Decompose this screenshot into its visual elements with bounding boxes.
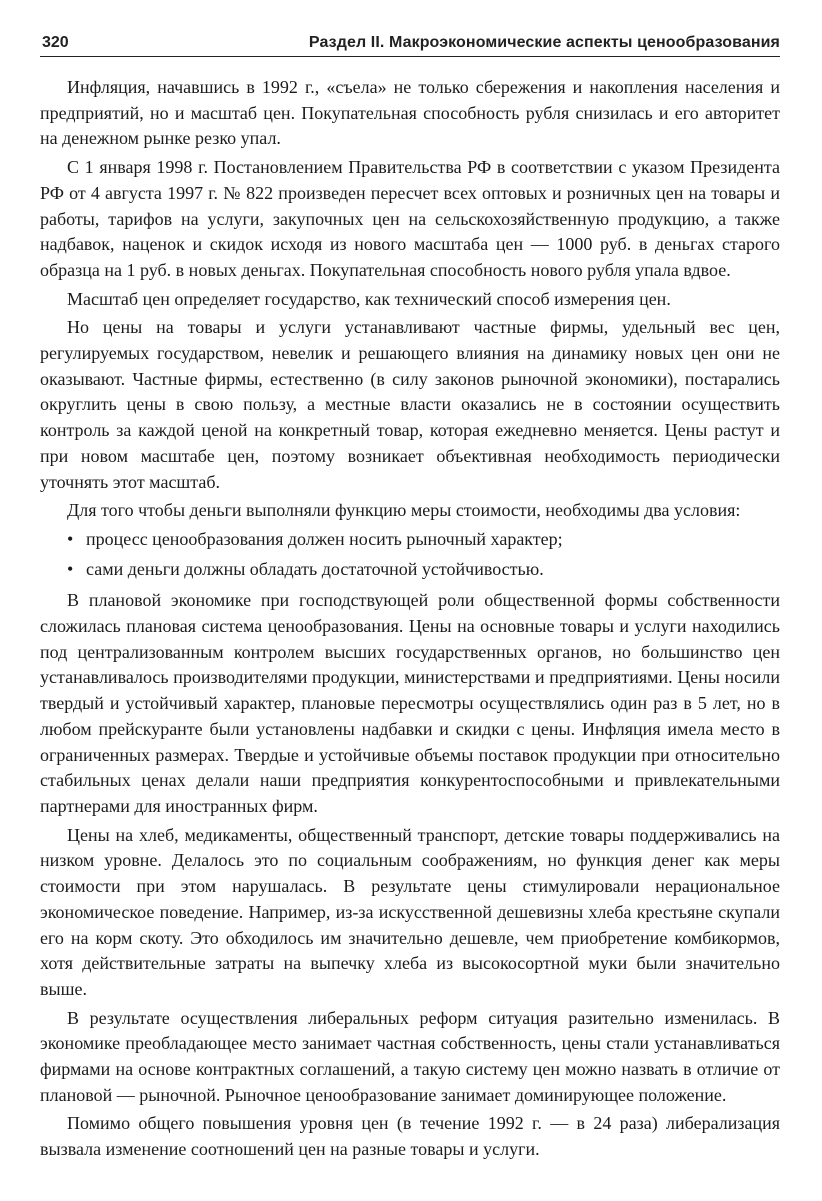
paragraph: В плановой экономике при господствующей роли общественной формы собственности сложилась плановая система ценообразования. Цены на основные товары и услуги находились под централизованным контролем высших государственных органов, но большинство цен устанавливалось производителями продукции, министерствами и предприятиями. Цены носили твердый и устойчивый характер, плановые пересмотры осуществлялись один раз в 5 лет, но в любом прейскуранте были установлены надбавки и скидки с цены. Инфляция имела место в ограниченных размерах. Твердые и устойчивые объемы поставок продукции при относительно стабильных ценах делали наши предприятия конкурентоспособными и привлекательными партнерами для иностранных фирм. xyxy=(40,590,780,816)
list-item-text: процесс ценообразования должен носить рыночный характер; xyxy=(86,528,563,549)
paragraph: С 1 января 1998 г. Постановлением Правительства РФ в соответствии с указом Президента РФ от 4 августа 1997 г. № 822 произведен пересчет всех оптовых и розничных цен на товары и работы, тарифов на услуги, закупочных цен на сельскохозяйственную продукцию, а также надбавок, наценок и скидок исходя из нового масштаба цен — 1000 руб. в деньгах старого образца на 1 руб. в новых деньгах. Покупательная способность нового рубля упала вдвое. xyxy=(40,157,780,280)
paragraph: Инфляция, начавшись в 1992 г., «съела» не только сбережения и накопления населения и предприятий, но и масштаб цен. Покупательная способность рубля снизилась и его авторитет на денежном рынке резко упал. xyxy=(40,77,780,149)
paragraph: Для того чтобы деньги выполняли функцию меры стоимости, необходимы два условия: xyxy=(67,500,741,521)
bullet-list xyxy=(40,527,780,582)
body-text xyxy=(40,75,780,1166)
paragraph: Но цены на товары и услуги устанавливают частные фирмы, удельный вес цен, регулируемых государством, невелик и решающего влияния на динамику новых цен они не оказывают. Частные фирмы, естественно (в силу законов рыночной экономики), постарались округлить цены в свою пользу, а местные власти оказались не в состоянии осуществить контроль за каждой ценой на конкретный товар, которая ежедневно меняется. Цены растут и при новом масштабе цен, поэтому возникает объективная необходимость периодически уточнять этот масштаб. xyxy=(40,317,780,492)
paragraph: Масштаб цен определяет государство, как технический способ измерения цен. xyxy=(67,288,671,309)
paragraph: Цены на хлеб, медикаменты, общественный транспорт, детские товары поддерживались на низком уровне. Делалось это по социальным соображениям, но функция денег как меры стоимости при этом нарушалась. В результате цены стимулировали нерациональное экономическое поведение. Например, из-за искусственной дешевизны хлеба крестьяне скупали его на корм скоту. Это обходилось им значительно дешевле, чем приобретение комбикормов, хотя действительные затраты на выпечку хлеба из высокосортной муки были значительно выше. xyxy=(40,824,780,999)
paragraph: Помимо общего повышения уровня цен (в течение 1992 г. — в 24 раза) либерализация вызвала изменение соотношений цен на разные товары и услуги. xyxy=(40,1113,780,1160)
header-rule xyxy=(40,56,780,57)
running-title: Раздел II. Макроэкономические аспекты ценообразования xyxy=(308,34,780,51)
list-item-text: сами деньги должны обладать достаточной устойчивостью. xyxy=(86,558,544,579)
bullet-icon: • xyxy=(67,558,74,579)
page-header xyxy=(40,34,780,56)
list-item xyxy=(40,557,780,583)
paragraph: В результате осуществления либеральных реформ ситуация разительно изменилась. В экономике преобладающее место занимает частная собственность, цены стали устанавливаться фирмами на основе контрактных соглашений, а такую систему цен можно назвать в отличие от плановой — рыночной. Рыночное ценообразование занимает доминирующее положение. xyxy=(40,1007,780,1105)
page-number: 320 xyxy=(42,34,69,51)
list-item xyxy=(40,527,780,553)
bullet-icon: • xyxy=(67,528,74,549)
